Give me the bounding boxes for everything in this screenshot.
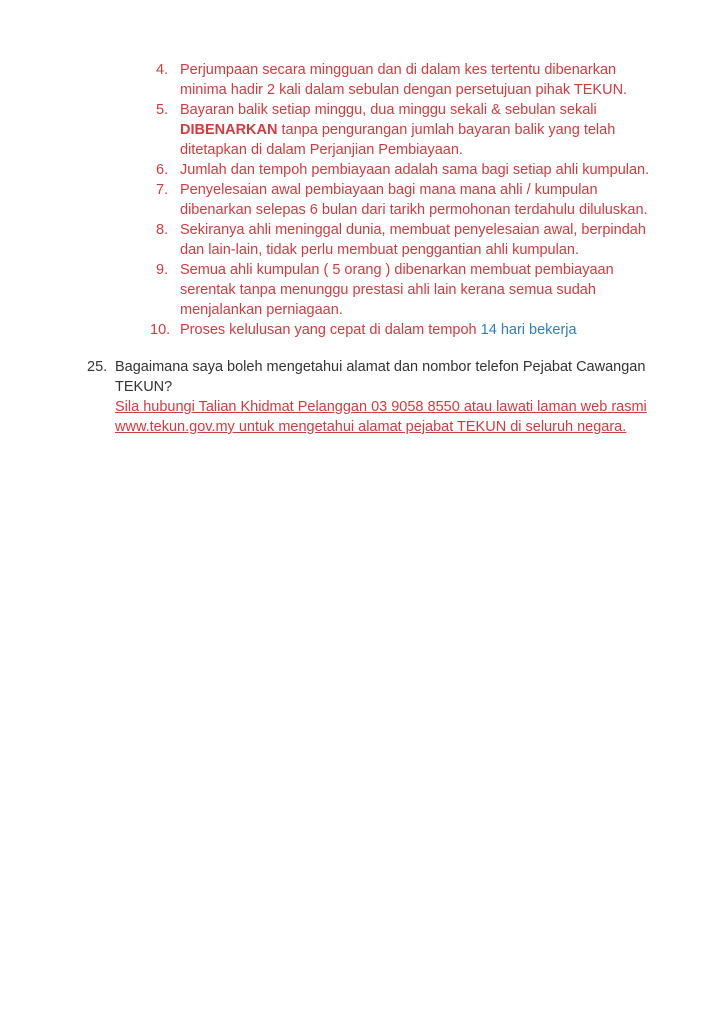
- list-item-10: [150, 320, 660, 340]
- list-item-text: Jumlah dan tempoh pembiayaan adalah sama bagi setiap ahli kumpulan.: [180, 162, 650, 178]
- list-item-text: Semua ahli kumpulan ( 5 orang ) dibenarkan membuat pembiayaan serentak tanpa menunggu prestasi ahli lain kerana semua sudah menjalankan perniagaan.: [180, 262, 614, 318]
- list-item-number: 7.: [156, 182, 169, 198]
- list-item-text-segment: tanpa pengurangan jumlah bayaran balik yang telah ditetapkan di dalam Perjanjian Pembiayaan.: [180, 122, 616, 158]
- list-item-text: Sekiranya ahli meninggal dunia, membuat penyelesaian awal, berpindah dan lain-lain, tidak perlu membuat penggantian ahli kumpulan.: [180, 222, 646, 258]
- list-item-number: 8.: [156, 222, 169, 238]
- emphasized-word: DIBENARKAN: [180, 122, 278, 138]
- list-item-7: [150, 180, 660, 220]
- list-item-text-segment: Bayaran balik setiap minggu, dua minggu sekali & sebulan sekali: [180, 102, 597, 118]
- duration-highlight: 14 hari bekerja: [480, 322, 577, 338]
- list-item-8: [150, 220, 660, 260]
- list-item-text: [180, 320, 658, 340]
- list-item-text: Penyelesaian awal pembiayaan bagi mana mana ahli / kumpulan dibenarkan selepas 6 bulan dari tarikh permohonan terdahulu diluluskan.: [180, 182, 648, 218]
- list-item-number: 6.: [156, 162, 169, 178]
- list-item-number: 5.: [156, 102, 169, 118]
- list-item-number: 9.: [156, 262, 169, 278]
- list-item-5: [150, 100, 660, 160]
- question-text: Bagaimana saya boleh mengetahui alamat dan nombor telefon Pejabat Cawangan TEKUN?: [115, 359, 646, 395]
- question-body: [115, 357, 655, 437]
- list-item-number: 10.: [150, 322, 171, 338]
- list-item-text: Perjumpaan secara mingguan dan di dalam kes tertentu dibenarkan minima hadir 2 kali dalam sebulan dengan persetujuan pihak TEKUN.: [180, 62, 628, 98]
- list-item-4: [150, 60, 660, 100]
- list-item-9: [150, 260, 660, 320]
- list-item-text-segment: Proses kelulusan yang cepat di dalam tempoh: [180, 322, 481, 338]
- list-item-text: [180, 100, 658, 160]
- faq-question-25: [87, 357, 657, 437]
- question-number: 25.: [87, 359, 108, 375]
- list-item-6: [150, 160, 660, 180]
- list-item-number: 4.: [156, 62, 169, 78]
- answer-link-text[interactable]: Sila hubungi Talian Khidmat Pelanggan 03 9058 8550 atau lawati laman web rasmi www.tekun.gov.my untuk mengetahui alamat pejabat TEKUN di seluruh negara.: [115, 399, 647, 435]
- benefits-numbered-list: [150, 60, 660, 340]
